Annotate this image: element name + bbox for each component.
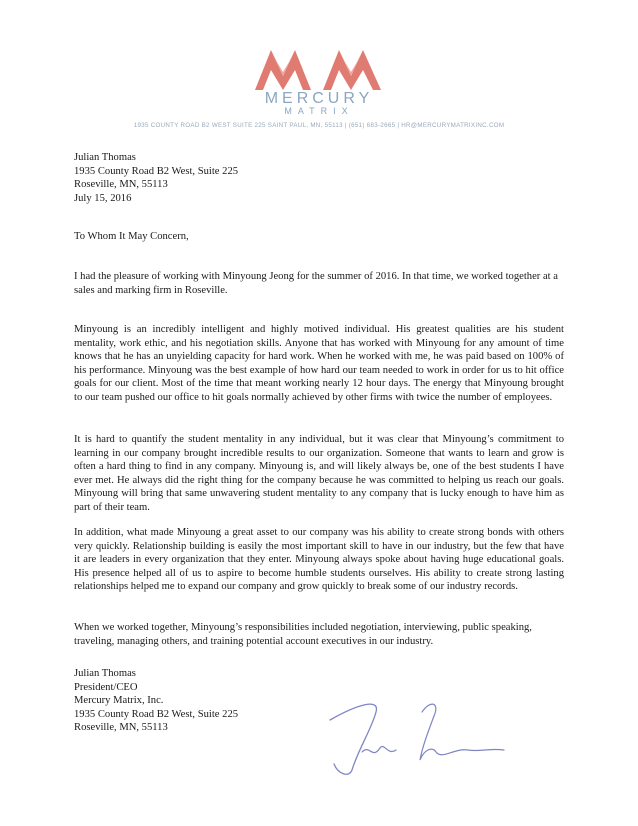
sender-street: 1935 County Road B2 West, Suite 225 [74,165,239,177]
paragraph-responsibilities: When we worked together, Minyoung’s responsibilities included negotiation, interviewing, public speaking, traveling, managing others, and training potential account executives in our industry. [74,622,532,647]
closing-street: 1935 County Road B2 West, Suite 225 [74,708,239,720]
sender-name: Julian Thomas [74,152,136,163]
brand-name: MERCURY [264,90,374,107]
closing-company: Mercury Matrix, Inc. [74,695,164,706]
paragraph-relationships: In addition, what made Minyoung a great asset to our company was his ability to create strong bonds with others very quickly. Relationship building is easily the most important skill to have in our industry, but the few that have it are leaders in every organization that they enter. Minyoung always spoke about having huge educational goals. His presence helped all of us to aspire to become humble students ourselves. His ability to create strong lasting relationships helped me to expand our company and grow quickly to break some of our industry records. [74,527,564,592]
letterhead [0,48,638,129]
paragraph-student-mentality: It is hard to quantify the student mentality in any individual, but it was clear that Minyoung’s commitment to learning in our company brought incredible results to our organization. Someone that wants to learn and grow is often a hard thing to find in any company. Minyoung is, and will likely always be, one of the best students I have ever met. He always did the right thing for the company because he was committed to helping us reach our goals. Minyoung will bring that same unwavering student mentality to any company that is lucky enough to have him as part of their team. [74,434,564,513]
handwritten-signature-icon [318,690,508,780]
salutation: To Whom It May Concern, [74,231,189,242]
closing-name: Julian Thomas [74,668,136,679]
closing-title: President/CEO [74,681,138,693]
letterhead-address: 1935 COUNTY ROAD B2 WEST SUITE 225 SAINT PAUL, MN, 55113 | (651) 683-2665 | HR@MERCURYMATRIXINC.COM [133,122,505,129]
paragraph-intro: I had the pleasure of working with Minyoung Jeong for the summer of 2016. In that time, we worked together at a sales and marking firm in Roseville. [74,271,558,296]
mercury-matrix-logo-icon [253,48,385,92]
closing-city: Roseville, MN, 55113 [74,722,168,733]
brand-subname: MATRIX [284,106,354,116]
sender-city: Roseville, MN, 55113 [74,179,168,190]
letter-date: July 15, 2016 [74,192,132,204]
paragraph-work-ethic: Minyoung is an incredibly intelligent and highly motived individual. His greatest qualities are his student mentality, work ethic, and his negotiation skills. Anyone that has worked with Minyoung for any amount of time knows that he has an unyielding capacity for hard work. When he worked with me, he was paid based on 100% of his performance. Minyoung was the best example of how hard our team needed to work in order for us to hit office goals for our client. Most of the time that meant working nearly 12 hour days. The energy that Minyoung brought to our team pushed our office to hit goals normally achieved by other firms with twice the number of employees. [74,324,564,403]
sender-address [74,151,564,205]
